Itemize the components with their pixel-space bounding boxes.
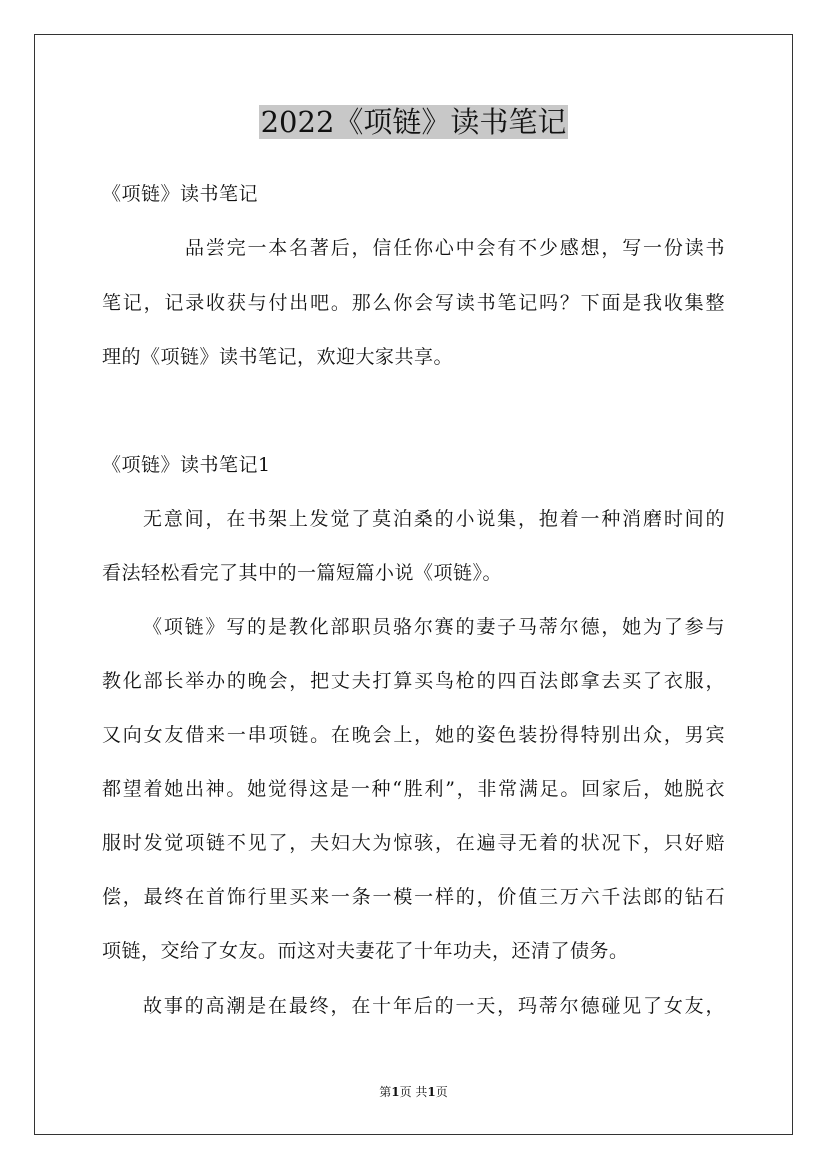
para1-line-1: 无意间，在书架上发觉了莫泊桑的小说集，抱着一种消磨时间的 — [143, 508, 725, 530]
page-footer — [0, 1084, 827, 1100]
para2-line-2: 教化部长举办的晚会，把丈夫打算买鸟枪的四百法郎拿去买了衣服， — [102, 670, 725, 692]
intro-line-1: 品尝完一本名著后，信任你心中会有不少感想，写一份读书 — [185, 237, 725, 259]
footer-page-prefix: 第 — [379, 1085, 392, 1099]
para2-line-3: 又向女友借来一串项链。在晚会上，她的姿色装扮得特别出众，男宾 — [102, 724, 725, 746]
para2-line-6: 偿，最终在首饰行里买来一条一模一样的，价值三万六千法郎的钻石 — [102, 886, 725, 908]
para2-line-4: 都望着她出神。她觉得这是一种“胜利”，非常满足。回家后，她脱衣 — [102, 778, 725, 800]
section-heading-1: 《项链》读书笔记1 — [102, 454, 271, 476]
para2-line-1: 《项链》写的是教化部职员骆尔赛的妻子马蒂尔德，她为了参与 — [143, 616, 725, 638]
para2-line-7: 项链，交给了女友。而这对夫妻花了十年功夫，还清了债务。 — [102, 940, 629, 962]
intro-line-3: 理的《项链》读书笔记，欢迎大家共享。 — [102, 346, 454, 368]
footer-page-number: 1 — [391, 1085, 400, 1099]
footer-page-suffix: 页 — [435, 1085, 448, 1099]
para2-line-5: 服时发觉项链不见了，夫妇大为惊骇，在遍寻无着的状况下，只好赔 — [102, 832, 725, 854]
footer-page-total: 1 — [427, 1085, 436, 1099]
intro-line-2: 笔记，记录收获与付出吧。那么你会写读书笔记吗？下面是我收集整 — [102, 292, 725, 314]
para1-line-2: 看法轻松看完了其中的一篇短篇小说《项链》。 — [102, 562, 503, 584]
document-title-text: 2022《项链》读书笔记 — [260, 105, 567, 139]
para3-line-1: 故事的高潮是在最终，在十年后的一天，玛蒂尔德碰见了女友， — [143, 995, 725, 1017]
main-heading: 《项链》读书笔记 — [102, 183, 259, 205]
footer-page-mid: 页 共 — [399, 1085, 428, 1099]
document-title — [0, 103, 827, 141]
